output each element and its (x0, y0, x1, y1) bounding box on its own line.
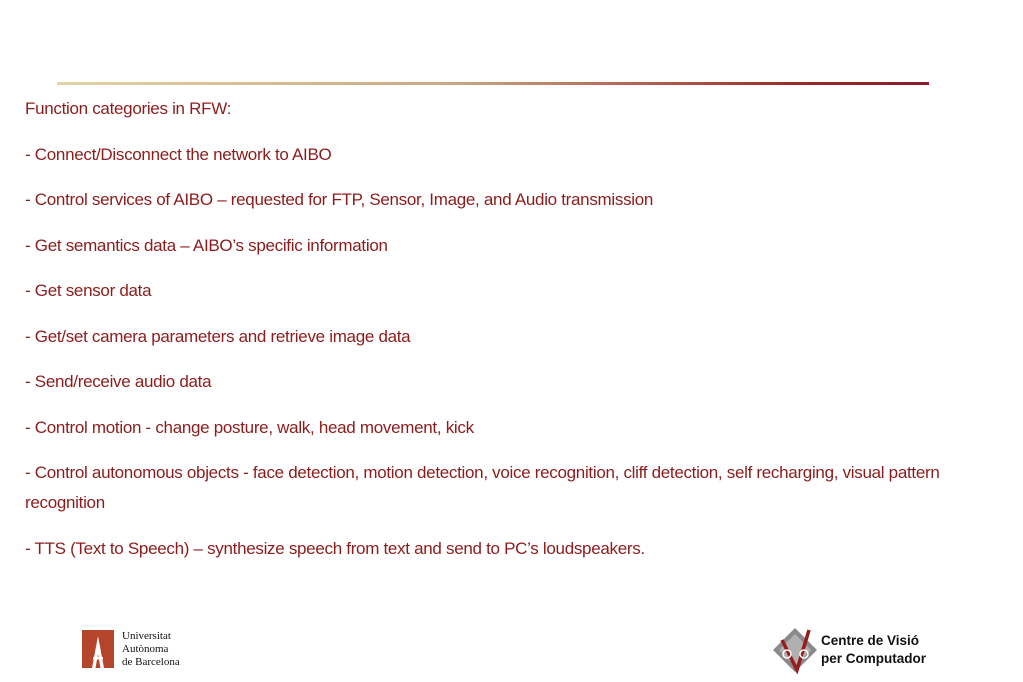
bullet-camera: - Get/set camera parameters and retrieve image data (25, 326, 411, 346)
uab-logo-icon (82, 630, 114, 668)
bullet-connect: - Connect/Disconnect the network to AIBO (25, 144, 332, 164)
bullet-motion: - Control motion - change posture, walk, head movement, kick (25, 417, 474, 437)
header-divider (57, 82, 929, 85)
cvc-line-2: per Computador (821, 651, 927, 666)
uab-line-1: Universitat (122, 630, 171, 642)
uab-line-2: Autònoma (122, 643, 169, 655)
uab-line-3: de Barcelona (122, 656, 180, 668)
bullet-autonomous: - Control autonomous objects - face detection, motion detection, voice recognition, cliff detection, self recharging, visual pattern recognition (25, 463, 940, 512)
bullet-tts: - TTS (Text to Speech) – synthesize speech from text and send to PC’s loudspeakers. (25, 538, 645, 558)
slide-body (25, 94, 975, 579)
cvc-logo-icon (773, 626, 819, 674)
bullet-audio: - Send/receive audio data (25, 372, 212, 391)
bullet-control-services: - Control services of AIBO – requested for FTP, Sensor, Image, and Audio transmission (25, 190, 654, 209)
bullet-sensor: - Get sensor data (25, 281, 152, 300)
slide-heading: Function categories in RFW: (25, 99, 232, 118)
cvc-line-1: Centre de Visió (821, 633, 920, 648)
uab-logo (82, 630, 180, 669)
uab-wordmark (122, 630, 180, 669)
cvc-wordmark (821, 632, 926, 668)
bullet-semantics: - Get semantics data – AIBO’s specific information (25, 235, 388, 255)
cvc-logo (773, 626, 926, 674)
